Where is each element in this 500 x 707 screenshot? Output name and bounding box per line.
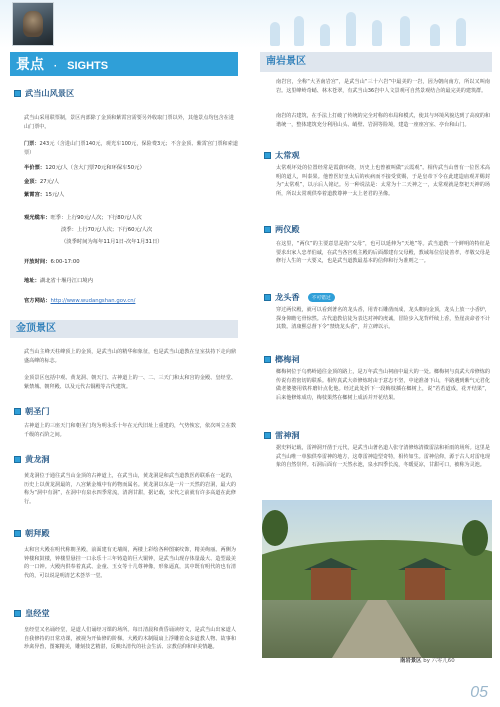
ticket-info [24, 140, 238, 157]
website-row [24, 297, 135, 305]
half-text: 120元/人（含大门票70元和环保车50元） [45, 165, 145, 171]
zixiao-label: 紫霄宫： [24, 192, 46, 198]
longtouxiang-title [264, 292, 335, 303]
chaoshengmen-text: 古神道上的三座天门和朝圣门均为明永乐十年在元代旧址上重建的，气势恢宏，依次叫立在数千级的石阶之间。 [24, 423, 236, 438]
jinding-text: 27元/人 [39, 179, 60, 185]
langmeici-text: 榔梅祠位于乌鸦岭通往金顶的路上，是万年武当山祠庙中最大的一处。榔梅祠与真武大帝修炼的传说有着密切的联系。相传真武大帝修炼时由于意志不坚，中途准备下山，半路遇到紫气元君化做老婆婆用铁杵磨针点化他。经过此处折下一段梅枝插在榔树上，说“若若道成，花开结果”，后来他修炼成功，梅枝果然在榔树上成活并开花结果。 [276, 369, 490, 401]
square-bullet-icon [264, 226, 271, 233]
square-bullet-icon [264, 432, 271, 439]
nanyan-p1: 南岩宫，全称“大圣南岩宫”，是武当山“三十六岩”中最美的一岩，因为朝向南方，所以又叫南岩。这里峰岭奇峭、林木苍翠，有武当山36岩中人文景观可自然景观结合的最完美的建筑群。 [276, 79, 490, 94]
cable-row-3: （淡季时间为每年11月1日-次年1月31日） [61, 239, 163, 245]
jinding-p1: 武当山主峰天柱峰顶上的金顶，是武当山的精华和象征，也是武当山道教在皇室扶持下走向鼎盛高峰的标志。 [24, 349, 236, 364]
taichang-title [264, 150, 300, 161]
hours-label: 开放时间： [24, 259, 51, 265]
silhouette-decoration [250, 6, 480, 46]
website-link[interactable]: http://www.wudangshan.gov.cn/ [50, 298, 136, 304]
address-row [24, 277, 93, 285]
taichang-title-text: 太常观 [275, 150, 300, 160]
huanglongdong-text: 黄龙洞位于通往武当山金顶的古神道上，在武当山，黄龙洞是和武当道教医药联系在一起的，历史上以黄龙洞最的，八宫紫金城中有药物而属名。黄龙洞以东是一片一天然的岩洞，最大的称为“洞中有洞”，在洞中有泉水四季常流，清冽甘甜，据记载，宋代之前就有许多高道在此修行。 [24, 473, 236, 505]
langmeici-title [264, 354, 300, 365]
photo-tree [262, 510, 288, 546]
jinding-row [24, 178, 59, 186]
square-bullet-icon [264, 356, 271, 363]
wudang-intro: 武当山采用联票制，景区内部除了金顶和紫霄宫需要另外收取门票以外，其他景点均包含在进山门票中。 [24, 115, 234, 130]
square-bullet-icon [14, 456, 21, 463]
photo-hill [262, 540, 492, 600]
heading-title: 景点 [16, 56, 44, 72]
nanyan-photo [262, 500, 492, 658]
cable-peak: 旺季：上行90元/人次；下行80元/人次 [50, 215, 142, 221]
address-label: 地址： [24, 278, 40, 284]
square-bullet-icon [14, 610, 21, 617]
heading-subtitle: SIGHTS [67, 60, 109, 72]
liangyi-title-text: 两仪殿 [275, 224, 300, 234]
langmeici-title-text: 榔梅祠 [275, 354, 300, 364]
square-bullet-icon [264, 294, 271, 301]
liangyi-title [264, 224, 300, 235]
square-bullet-icon [14, 530, 21, 537]
page-number: 05 [470, 684, 488, 701]
chaobaidian-text: 太和宫大殿在明代称朝圣殿，前面建有无墙阁，两楼上彩绘各种图案纹饰，精美绚丽。两侧为钟楼和鼓楼，钟楼里悬挂一口永乐十三年铸造的巨大铜钟，是武当山现存体量最大、造型最美的一口钟。大殿内供奉着真武、金童、玉女等十几尊神像，形象逼真，其中既有明代的也有清代的，可以说是明清艺术荟萃一堂。 [24, 547, 236, 579]
longtouxiang-text: 穿过两仪殿，就可以看到著名的龙头香，用青石雕凿而成，龙头朝向金顶，龙头上放一小香炉，探身仰瞻宅骨惊然。古代道教信徒为表达对神的虔诚，冒险步入龙背纤续上香，坠崖丧命者不计其数。清康熙总督下令“禁烧龙头香”，并立碑以示。 [276, 307, 490, 331]
jinding-label: 金顶： [24, 179, 40, 185]
wudang-title [14, 88, 74, 99]
photo-pavilion [311, 568, 351, 600]
wudang-title-text: 武当山风景区 [25, 88, 75, 98]
ticket-text: 243元（含进山门票140元，观光车100元，保险费3元；不含金顶、紫霄宫门票和索道票） [24, 141, 238, 156]
liangyi-text: 在这里，“两仪”的主要意思是指“父母”，也可以延伸为“天地”等。武当道教一个鲜明的特征是要求出家人忠孝伯诚，在武当各宫观主殿的后面都建有父母殿，教诫每位信徒善孝，孝敬父母是修行人生的一大要义，也是武当道教最基本的信仰和行为准则之一。 [276, 241, 490, 265]
photo-caption [400, 656, 455, 664]
dog-photo [12, 2, 54, 46]
caption-credit: by 六零儿60 [423, 658, 455, 664]
square-bullet-icon [14, 408, 21, 415]
leishendong-text: 据史料记载，雷神洞开凿于元代，是武当山著名道人张守清修炼清微雷法和祈雨的场所。这里是武当山唯一单独供奉雷神的地方，这尊雷神造型奇特，相传如生。雷神信仰，源于古人对雷电现象的自然崇拜。石洞后面有一天然水池，泉水四季长流，冬暖夏凉，甘甜可口，被称为灵池。 [276, 445, 490, 469]
square-bullet-icon [14, 90, 21, 97]
cable-row-2: 淡季：上行70元/人次；下行60元/人次 [61, 227, 153, 233]
website-label: 官方网站： [24, 298, 51, 304]
half-price-row [24, 164, 145, 172]
photo-pavilion [405, 568, 445, 600]
huangjingtang-title-text: 皇经堂 [25, 608, 50, 618]
jinding-area-heading: 金顶景区 [10, 320, 238, 338]
square-bullet-icon [264, 152, 271, 159]
leishendong-title [264, 430, 300, 441]
ticket-label: 门票： [24, 141, 40, 147]
chaobaidian-title [14, 528, 50, 539]
address-text: 湖北省十堰丹江口境内 [39, 278, 93, 284]
chaoshengmen-title-text: 朝圣门 [25, 406, 50, 416]
zixiao-row [24, 191, 64, 199]
heading-dot: · [53, 61, 58, 72]
nanyan-p2: 南岩的古建筑，在手法上打破了传统的完全对称的布局和模式，使其与环境风貌达到了高度的和谐统一，整体建筑充分利用山头、峭壁、岩洞等险境，建造一座座宫室、亭台和山门。 [276, 113, 490, 128]
leishendong-title-text: 雷神洞 [275, 430, 300, 440]
half-label: 半价票： [24, 165, 46, 171]
cable-label: 观光缆车： [24, 215, 51, 221]
jinding-p2: 金顶景区包括中观、黄龙洞、朝天门、古神道上的一、二、三天门和太和宫的金殿、皇经堂、紫禁城、朝拜殿、以及元代古铜殿等古代建筑。 [24, 375, 236, 390]
taichang-text: 太常观坏处的位置经常是霞蔚环绕，历史上也曾被叫做“云霞观”。相传武当山曾有一位医术高明的道人，叫泰果。他曾医好皇太后的疾病而不接受赏赐，于是皇帝下令在此建造庙观并赐封为“太常观”，以示后人铭记。另一种说法是：太常为十二天神之一，太常观就是祭祀天神的场所，所以太常观供奉着道教尊神一太上老君的圣像。 [276, 165, 490, 197]
huanglongdong-title [14, 454, 50, 465]
sights-heading [10, 52, 238, 76]
nanyan-heading: 南岩景区 [260, 52, 492, 72]
zixiao-text: 15元/人 [45, 192, 65, 198]
huanglongdong-title-text: 黄龙洞 [25, 454, 50, 464]
top-banner [0, 0, 500, 48]
caption-place: 南岩景区 [400, 658, 422, 664]
longtouxiang-title-text: 龙头香 [275, 292, 300, 302]
photo-tree [462, 520, 488, 556]
chaobaidian-title-text: 朝拜殿 [25, 528, 50, 538]
must-see-badge: 不可错过 [308, 293, 335, 302]
hours-text: 6:00-17:00 [50, 259, 80, 265]
chaoshengmen-title [14, 406, 50, 417]
huangjingtang-title [14, 608, 50, 619]
cable-row-1 [24, 214, 142, 222]
huangjingtang-text: 皇经堂又名诵经堂，是道人们诵经习课的场所。每日清晨和黄昏诵读经文，是武当山出家道人自我修持的日常功课，被视为开仙修的阶梯。大殿的木制隔扇上浮雕着众多道教人物、故事和珍禽异兽，图案精美，雕刻技艺精湛，反映出清代的社会生活、宗教信仰和审美情趣。 [24, 627, 236, 651]
hours-row [24, 258, 80, 266]
